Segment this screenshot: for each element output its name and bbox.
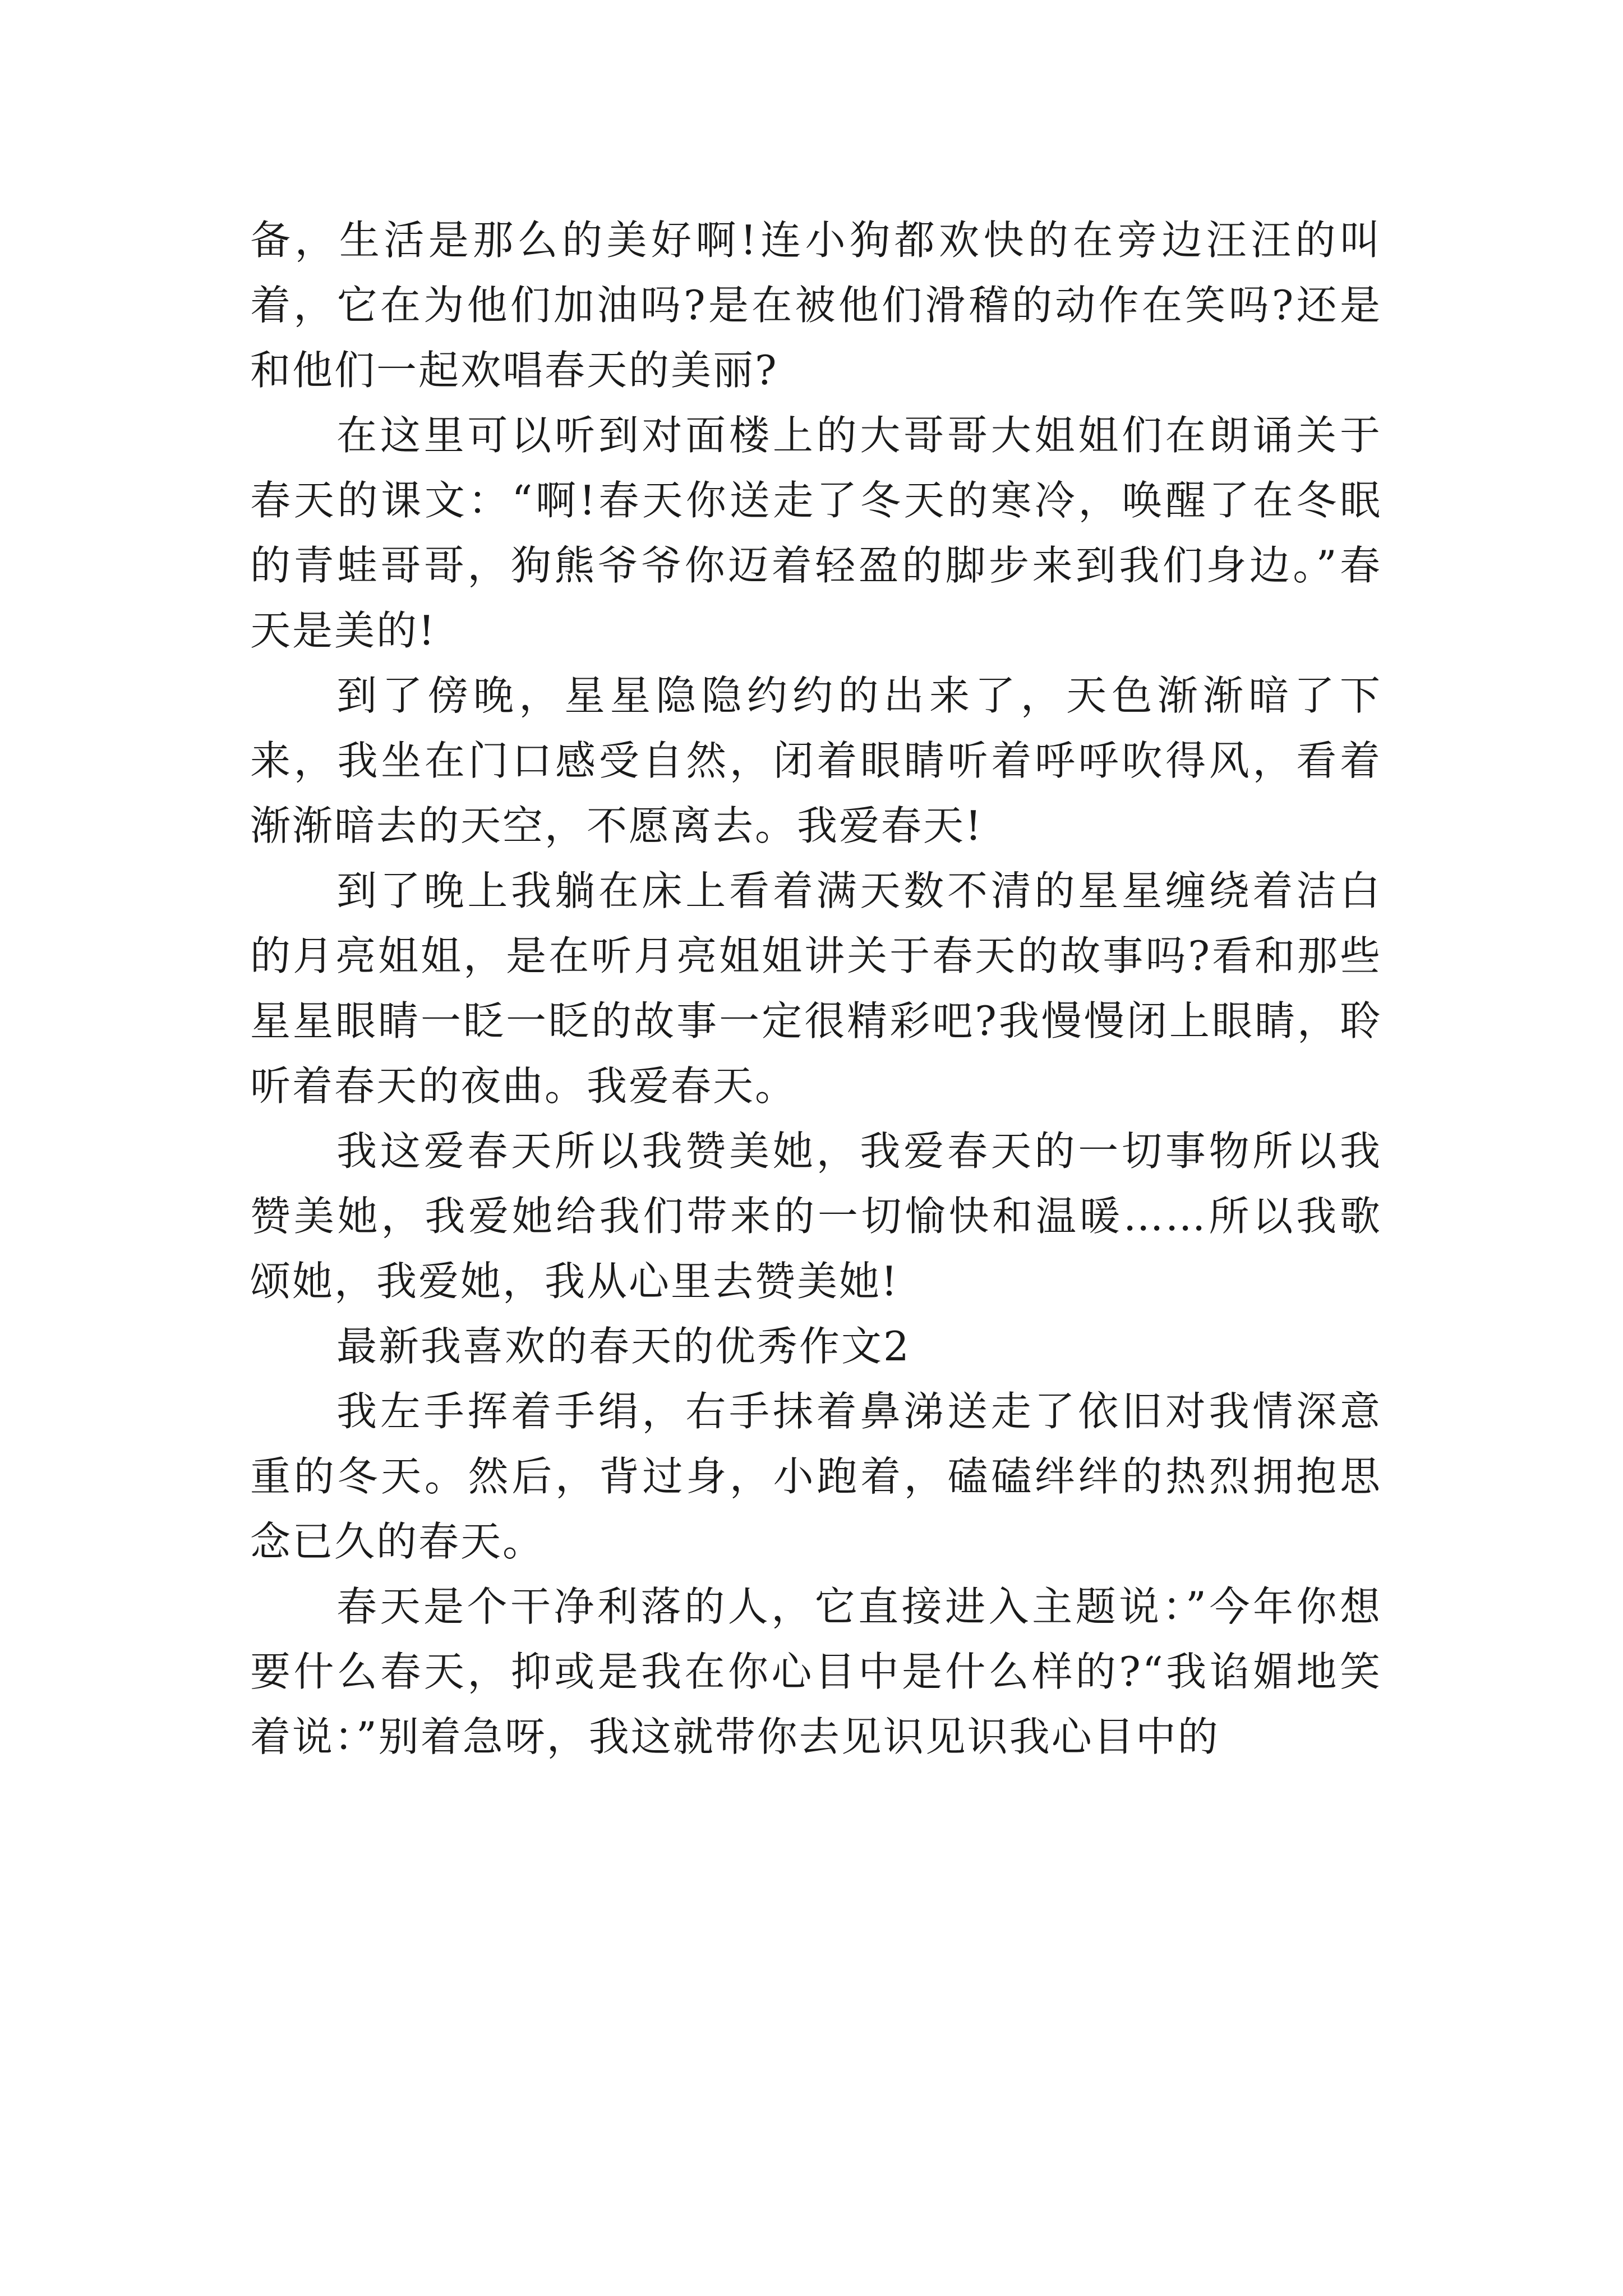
document-body bbox=[250, 208, 1382, 1769]
essay-heading: 最新我喜欢的春天的优秀作文2 bbox=[336, 1323, 911, 1370]
paragraph-night: 到了晚上我躺在床上看着满天数不清的星星缠绕着洁白的月亮姐姐，是在听月亮姐姐讲关于春天的故事吗?看和那些星星眼睛一眨一眨的故事一定很精彩吧?我慢慢闭上眼睛，聆听着春天的夜曲。我爱春天。 bbox=[250, 867, 1382, 1110]
paragraph-spring-dialogue: 春天是个干净利落的人，它直接进入主题说：”今年你想要什么春天，抑或是我在你心目中是什么样的?“我谄媚地笑着说：”别着急呀，我这就带你去见识见识我心目中的 bbox=[250, 1583, 1382, 1760]
paragraph-evening: 到了傍晚，星星隐隐约约的出来了，天色渐渐暗了下来，我坐在门口感受自然，闭着眼睛听着呼呼吹得风，看着渐渐暗去的天空，不愿离去。我爱春天! bbox=[250, 672, 1382, 849]
paragraph-continued: 备，生活是那么的美好啊!连小狗都欢快的在旁边汪汪的叫着，它在为他们加油吗?是在被他们滑稽的动作在笑吗?还是和他们一起欢唱春天的美丽? bbox=[250, 217, 1382, 394]
paragraph-farewell-winter: 我左手挥着手绢，右手抹着鼻涕送走了依旧对我情深意重的冬天。然后，背过身，小跑着，磕磕绊绊的热烈拥抱思念已久的春天。 bbox=[250, 1388, 1382, 1565]
paragraph-recitation: 在这里可以听到对面楼上的大哥哥大姐姐们在朗诵关于春天的课文：“啊!春天你送走了冬天的寒冷，唤醒了在冬眠的青蛙哥哥，狗熊爷爷你迈着轻盈的脚步来到我们身边。”春天是美的! bbox=[250, 412, 1382, 654]
paragraph-praise: 我这爱春天所以我赞美她，我爱春天的一切事物所以我赞美她，我爱她给我们带来的一切愉快和温暖……所以我歌颂她，我爱她，我从心里去赞美她! bbox=[250, 1128, 1382, 1305]
